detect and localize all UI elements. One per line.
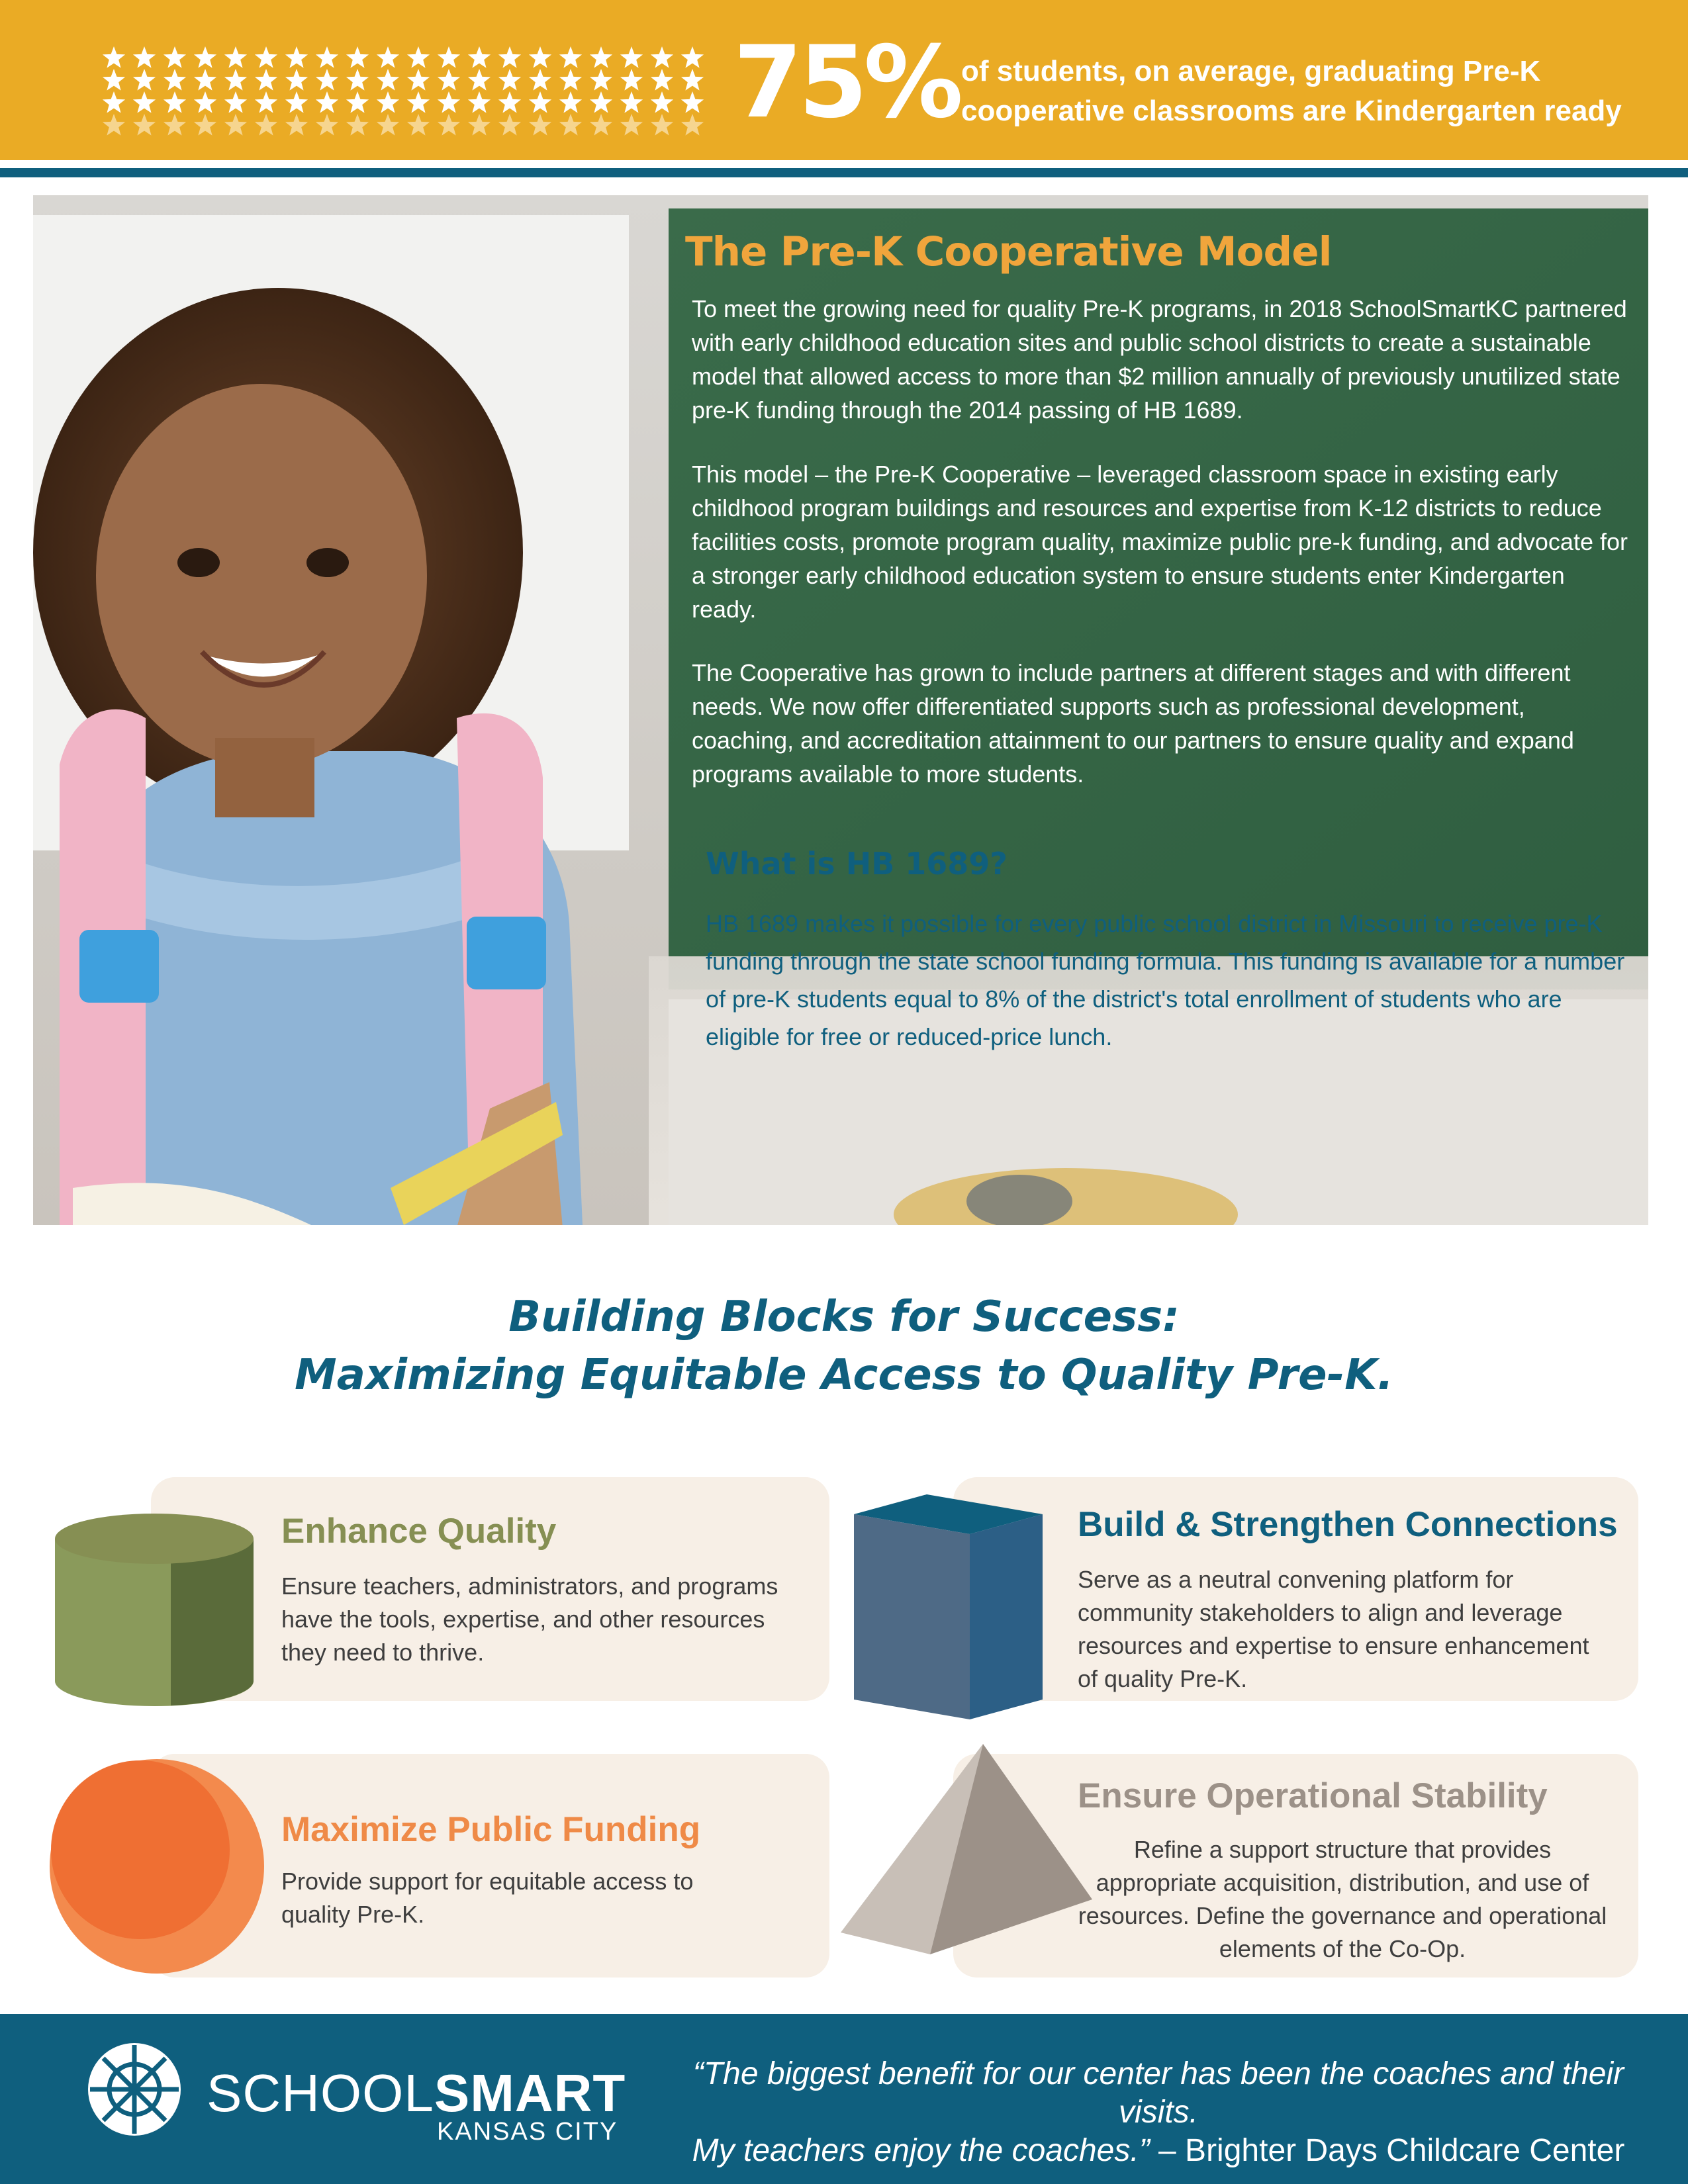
star-icon — [194, 46, 216, 68]
star-icon — [164, 46, 186, 68]
card-title: Build & Strengthen Connections — [1078, 1505, 1618, 1544]
star-icon — [377, 46, 399, 68]
logo-text-bold: SMART — [434, 2064, 626, 2122]
star-icon — [438, 114, 460, 136]
star-icon — [651, 91, 673, 113]
star-icon — [468, 46, 491, 68]
building-blocks-heading — [0, 1288, 1688, 1404]
divider-stripe — [0, 168, 1688, 177]
star-icon — [285, 46, 308, 68]
star-icon — [498, 46, 521, 68]
star-icon — [255, 46, 277, 68]
star-icon — [164, 114, 186, 136]
star-icon — [620, 91, 643, 113]
star-icon — [529, 69, 551, 91]
star-icon — [590, 69, 612, 91]
star-icon — [346, 91, 369, 113]
star-icon — [346, 46, 369, 68]
star-icon — [316, 91, 338, 113]
star-icon — [285, 114, 308, 136]
star-icon — [498, 114, 521, 136]
star-icon — [133, 91, 156, 113]
star-icon — [559, 46, 582, 68]
star-icon — [316, 46, 338, 68]
star-icon — [255, 69, 277, 91]
star-rating-graphic — [99, 45, 708, 138]
star-icon — [620, 114, 643, 136]
logo-text-light: SCHOOL — [207, 2064, 434, 2122]
star-icon — [590, 114, 612, 136]
star-icon — [681, 46, 704, 68]
schoolsmart-logo-text — [207, 2064, 626, 2123]
model-title: The Pre-K Cooperative Model — [685, 228, 1332, 275]
star-icon — [346, 114, 369, 136]
card-body: Refine a support structure that provides appropriate acquisition, distribution, and use of resources. Define the governance and operational elements of the Co-Op. — [1078, 1836, 1607, 1962]
card-title: Ensure Operational Stability — [1078, 1776, 1548, 1815]
model-paragraph: To meet the growing need for quality Pre-K programs, in 2018 SchoolSmartKC partnered with early childhood education sites and public school districts to create a sustainable model that allowed access to more than $2 million annually of previously unutilized state pre-K funding through the 2014 passing of HB 1689. — [692, 295, 1627, 424]
sphere-icon — [50, 1759, 264, 1974]
building-blocks-heading-line2: Maximizing Equitable Access to Quality Pre-K. — [295, 1351, 1393, 1400]
building-blocks-heading-line1: Building Blocks for Success: — [508, 1293, 1180, 1342]
star-icon — [194, 69, 216, 91]
stat-description-line1: of students, on average, graduating Pre-K — [961, 55, 1541, 87]
star-icon — [407, 69, 430, 91]
star-icon — [559, 69, 582, 91]
star-icon — [164, 69, 186, 91]
hb1689-title: What is HB 1689? — [706, 846, 1008, 882]
star-icon — [224, 114, 247, 136]
star-icon — [285, 91, 308, 113]
star-icon — [255, 114, 277, 136]
logo-subtitle: KANSAS CITY — [437, 2118, 618, 2146]
card-body: Ensure teachers, administrators, and programs have the tools, expertise, and other resources they need to thrive. — [281, 1572, 778, 1666]
star-icon — [681, 114, 704, 136]
star-icon — [407, 46, 430, 68]
star-icon — [468, 114, 491, 136]
star-icon — [164, 91, 186, 113]
star-icon — [529, 114, 551, 136]
pyramid-icon — [841, 1744, 1092, 1954]
star-icon — [285, 69, 308, 91]
star-icon — [316, 114, 338, 136]
star-icon — [194, 114, 216, 136]
star-icon — [133, 114, 156, 136]
star-icon — [224, 91, 247, 113]
stat-description-line2: cooperative classrooms are Kindergarten ready — [961, 95, 1622, 127]
card-title: Maximize Public Funding — [281, 1810, 701, 1849]
stat-description — [961, 52, 1663, 131]
star-icon — [590, 46, 612, 68]
star-icon — [194, 91, 216, 113]
star-icon — [438, 69, 460, 91]
card-body: Provide support for equitable access to quality Pre-K. — [281, 1868, 694, 1928]
star-icon — [468, 69, 491, 91]
star-icon — [681, 69, 704, 91]
hb1689-body: HB 1689 makes it possible for every public school district in Missouri to receive pre-K funding through the state school funding formula. This funding is available for a number of pre-K students equal to 8% of the district's total enrollment of students who are eligible for free or reduced-price lunch. — [706, 910, 1625, 1050]
star-icon — [498, 69, 521, 91]
star-icon — [438, 91, 460, 113]
star-icon — [133, 46, 156, 68]
star-icon — [529, 46, 551, 68]
star-icon — [407, 114, 430, 136]
star-icon — [224, 46, 247, 68]
cylinder-icon — [52, 1512, 257, 1711]
model-paragraph: This model – the Pre-K Cooperative – leveraged classroom space in existing early childhood program buildings and resources and expertise from K-12 districts to reduce facilities costs, promote program quality, maximize public pre-k funding, and advocate for a stronger early childhood education system to ensure students enter Kindergarten ready. — [692, 461, 1628, 623]
star-icon — [133, 69, 156, 91]
star-icon — [529, 91, 551, 113]
star-icon — [590, 91, 612, 113]
star-icon — [316, 69, 338, 91]
quote-line1: “The biggest benefit for our center has been the coaches and their visits. — [692, 2056, 1624, 2130]
star-icon — [498, 91, 521, 113]
quote-attribution: – Brighter Days Childcare Center — [1149, 2133, 1625, 2168]
model-paragraph: The Cooperative has grown to include partners at different stages and with different needs. We now offer differentiated supports such as professional development, coaching, and accreditation attainment to our partners to ensure quality and expand programs available to more students. — [692, 659, 1574, 788]
schoolsmart-logo-icon — [85, 2040, 184, 2139]
star-icon — [377, 69, 399, 91]
star-icon — [407, 91, 430, 113]
star-icon — [651, 46, 673, 68]
cube-icon — [854, 1494, 1043, 1719]
star-icon — [377, 114, 399, 136]
star-icon — [224, 69, 247, 91]
star-icon — [255, 91, 277, 113]
star-icon — [559, 91, 582, 113]
star-icon — [681, 91, 704, 113]
stat-value: 75% — [733, 25, 960, 140]
testimonial-quote — [662, 2055, 1655, 2170]
quote-line2: My teachers enjoy the coaches.” — [692, 2133, 1150, 2168]
star-icon — [103, 46, 125, 68]
star-icon — [103, 114, 125, 136]
star-icon — [620, 69, 643, 91]
card-body: Serve as a neutral convening platform for community stakeholders to align and leverage resources and expertise to ensure enhancement of quality Pre-K. — [1078, 1566, 1589, 1692]
card-title: Enhance Quality — [281, 1512, 557, 1551]
star-icon — [438, 46, 460, 68]
star-icon — [468, 91, 491, 113]
star-icon — [651, 69, 673, 91]
star-icon — [346, 69, 369, 91]
star-icon — [620, 46, 643, 68]
star-icon — [377, 91, 399, 113]
star-icon — [651, 114, 673, 136]
star-icon — [559, 114, 582, 136]
star-icon — [103, 91, 125, 113]
star-icon — [103, 69, 125, 91]
